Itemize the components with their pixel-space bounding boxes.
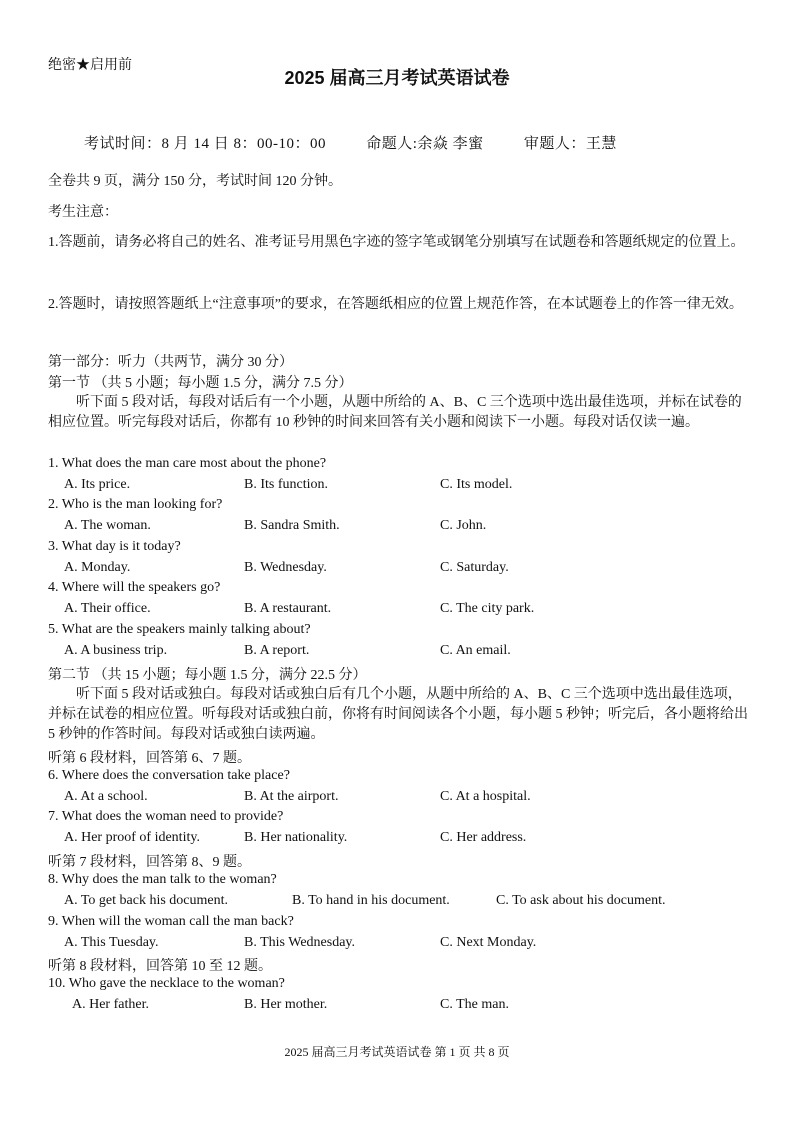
question-7-option-b: B. Her nationality. [244,830,348,845]
question-4-option-c: C. The city park. [440,601,535,616]
section2-instructions: 听下面 5 段对话或独白。每段对话或独白后有几个小题，从题中所给的 A、B、C 三个选项中选出最佳选项，并标在试卷的相应位置。听每段对话或独白前，你将有时间阅读各个小题，每小题 5 秒钟；听完后，各小题将给出 5 秒钟的作答时间。每段对话或独白读两遍。 [48,687,748,742]
question-2-option-c: C. John. [440,518,487,533]
page-footer: 2025 届高三月考试英语试卷 第 1 页 共 8 页 [284,1045,510,1059]
exam-setters: 命题人:余焱 李蜜 [366,136,484,152]
question-4-option-b: B. A restaurant. [244,601,332,616]
question-1-option-a: A. Its price. [64,477,131,492]
question-3-option-a: A. Monday. [64,560,131,575]
question-6-option-b: B. At the airport. [244,789,339,804]
question-1-option-b: B. Its function. [244,477,328,492]
question-8-option-b: B. To hand in his document. [292,893,450,908]
question-1: 1. What does the man care most about the phone? [48,456,327,471]
question-7-option-c: C. Her address. [440,830,527,845]
material-8-instruction: 听第 8 段材料，回答第 10 至 12 题。 [48,959,272,974]
exam-summary: 全卷共 9 页，满分 150 分，考试时间 120 分钟。 [48,174,342,189]
question-1-option-c: C. Its model. [440,477,513,492]
exam-reviewer: 审题人：王慧 [523,136,617,152]
material-6-instruction: 听第 6 段材料，回答第 6、7 题。 [48,751,251,766]
notice-title: 考生注意： [48,205,118,220]
question-6-option-c: C. At a hospital. [440,789,531,804]
exam-time: 考试时间：8 月 14 日 8：00-10：00 [84,136,326,152]
question-6: 6. Where does the conversation take place? [48,768,290,783]
question-5-option-c: C. An email. [440,643,511,658]
question-10-option-b: B. Her mother. [244,997,328,1012]
confidential-label: 绝密★启用前 [48,58,132,73]
part1-heading: 第一部分：听力（共两节，满分 30 分） [48,355,293,370]
question-10-option-c: C. The man. [440,997,509,1012]
material-7-instruction: 听第 7 段材料，回答第 8、9 题。 [48,855,251,870]
question-8-option-a: A. To get back his document. [64,893,229,908]
question-2-option-a: A. The woman. [64,518,151,533]
question-10-option-a: A. Her father. [72,997,149,1012]
notice-item-2: 2.答题时，请按照答题纸上“注意事项”的要求，在答题纸相应的位置上规范作答，在本试题卷上的作答一律无效。 [48,297,743,312]
question-5-option-b: B. A report. [244,643,310,658]
exam-title: 2025 届高三月考试英语试卷 [284,68,510,88]
question-3: 3. What day is it today? [48,539,181,554]
question-6-option-a: A. At a school. [64,789,148,804]
section1-heading: 第一节 （共 5 小题；每小题 1.5 分，满分 7.5 分） [48,376,353,391]
question-3-option-b: B. Wednesday. [244,560,327,575]
question-10: 10. Who gave the necklace to the woman? [48,976,285,991]
section1-instructions: 听下面 5 段对话，每段对话后有一个小题，从题中所给的 A、B、C 三个选项中选出最佳选项，并标在试卷的相应位置。听完每段对话后，你都有 10 秒钟的时间来回答有关小题和阅读下一小题。每段对话仅读一遍。 [48,395,742,430]
question-9-option-c: C. Next Monday. [440,935,537,950]
question-8-option-c: C. To ask about his document. [496,893,666,908]
question-7: 7. What does the woman need to provide? [48,809,284,824]
question-5-option-a: A. A business trip. [64,643,168,658]
question-2: 2. Who is the man looking for? [48,497,223,512]
question-2-option-b: B. Sandra Smith. [244,518,340,533]
question-4-option-a: A. Their office. [64,601,151,616]
question-9-option-a: A. This Tuesday. [64,935,159,950]
question-9-option-b: B. This Wednesday. [244,935,355,950]
exam-info [84,132,653,153]
question-5: 5. What are the speakers mainly talking about? [48,622,311,637]
question-4: 4. Where will the speakers go? [48,580,221,595]
notice-item-1: 1.答题前，请务必将自己的姓名、准考证号用黑色字迹的签字笔或钢笔分别填写在试题卷和答题纸规定的位置上。 [48,235,745,250]
section2-heading: 第二节 （共 15 小题；每小题 1.5 分，满分 22.5 分） [48,668,367,683]
question-9: 9. When will the woman call the man back? [48,914,294,929]
question-8: 8. Why does the man talk to the woman? [48,872,277,887]
question-3-option-c: C. Saturday. [440,560,509,575]
question-7-option-a: A. Her proof of identity. [64,830,200,845]
